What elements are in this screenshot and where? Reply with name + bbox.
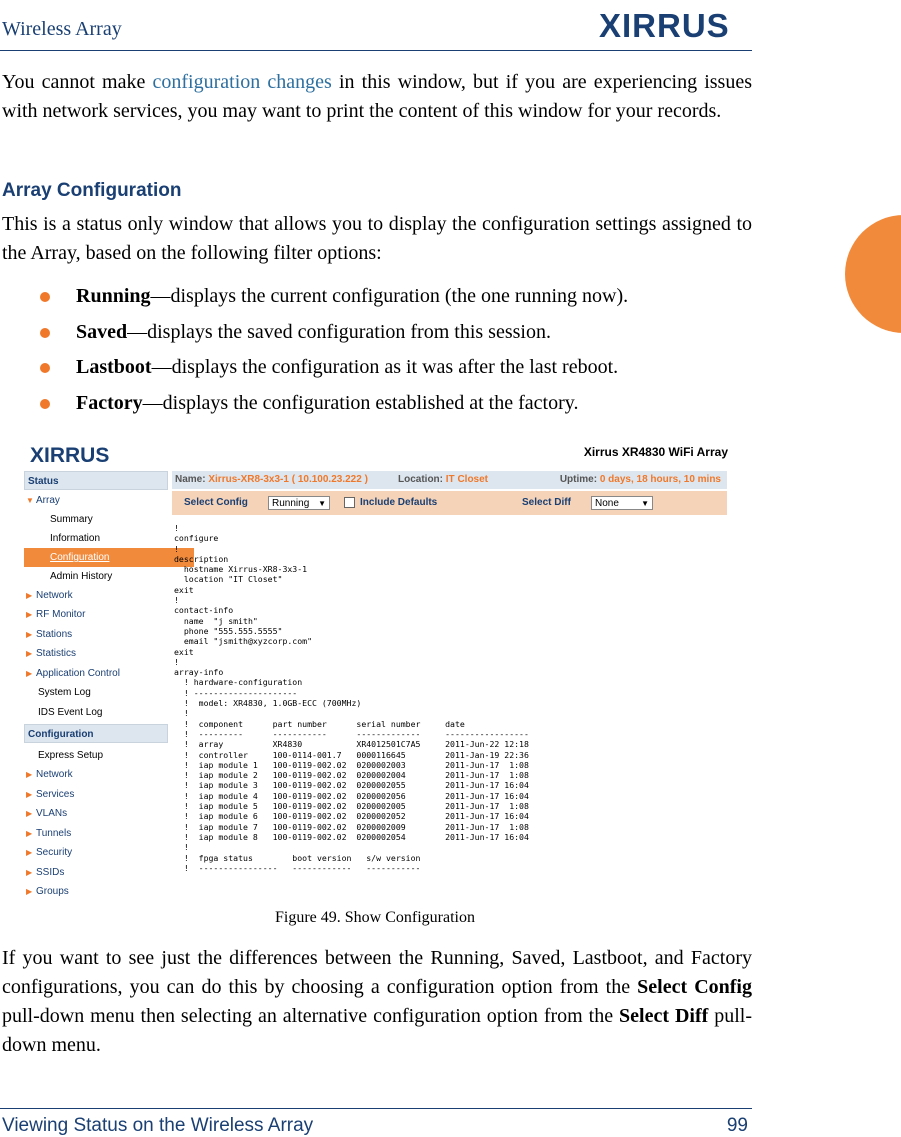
chevron-down-icon: ▼: [318, 499, 326, 508]
sidebar-item-network-config[interactable]: ▶ Network: [24, 765, 168, 784]
caret-right-icon: ▶: [26, 591, 33, 600]
sidebar-item-express-setup[interactable]: Express Setup: [38, 750, 104, 761]
sidebar-item-application-control[interactable]: ▶ Application Control: [24, 664, 168, 683]
bullet-icon: [40, 292, 50, 302]
sidebar-item-ids-event-log[interactable]: IDS Event Log: [38, 707, 103, 718]
header-rule: [0, 50, 752, 51]
xirrus-logo-small: [28, 440, 128, 468]
sidebar-item-network[interactable]: ▶ Network: [24, 586, 168, 605]
footer-section-title: Viewing Status on the Wireless Array: [2, 1115, 314, 1136]
sidebar-group-configuration[interactable]: Configuration: [24, 724, 168, 743]
config-panel: [172, 471, 727, 898]
caret-right-icon: ▶: [26, 887, 33, 896]
include-defaults-checkbox[interactable]: [344, 497, 355, 508]
sidebar-item-vlans[interactable]: ▶ VLANs: [24, 804, 168, 823]
filter-options-list: [0, 280, 760, 422]
footer-rule: [0, 1108, 752, 1109]
array-name: Name: Xirrus-XR8-3x3-1 ( 10.100.23.222 ): [175, 474, 368, 485]
caret-right-icon: ▶: [26, 649, 33, 658]
sidebar-item-ssids[interactable]: ▶ SSIDs: [24, 863, 168, 882]
caret-right-icon: ▶: [26, 848, 33, 857]
sidebar-item-system-log[interactable]: System Log: [38, 687, 91, 698]
caret-right-icon: ▶: [26, 868, 33, 877]
xirrus-logo: [597, 8, 747, 42]
caret-right-icon: ▶: [26, 809, 33, 818]
sidebar-item-admin-history[interactable]: Admin History: [50, 571, 113, 582]
select-config-label: Select Config: [184, 497, 248, 508]
config-controls: [172, 491, 727, 515]
sidebar-item-statistics[interactable]: ▶ Statistics: [24, 644, 168, 663]
caret-right-icon: ▶: [26, 770, 33, 779]
sidebar-item-tunnels[interactable]: ▶ Tunnels: [24, 824, 168, 843]
sidebar-item-groups[interactable]: ▶ Groups: [24, 882, 168, 898]
sidebar-item-array[interactable]: ▼ Array: [24, 491, 168, 510]
select-diff-dropdown[interactable]: None ▼: [591, 496, 653, 510]
section-body: This is a status only window that allows you to display the configuration settings assigned to the Array, based on the following filter options:: [2, 213, 752, 264]
sidebar-item-stations[interactable]: ▶ Stations: [24, 625, 168, 644]
select-diff-label: Select Diff: [522, 497, 571, 508]
sidebar-item-security[interactable]: ▶ Security: [24, 843, 168, 862]
caret-down-icon: ▼: [26, 496, 34, 505]
brand-text: XIRRUS: [599, 8, 730, 42]
sidebar-group-status[interactable]: Status: [24, 471, 168, 490]
list-item: Saved—displays the saved configuration from this session.: [0, 316, 760, 352]
bullet-icon: [40, 328, 50, 338]
sidebar-item-services[interactable]: ▶ Services: [24, 785, 168, 804]
include-defaults-label: Include Defaults: [360, 497, 438, 508]
sidebar-item-summary[interactable]: Summary: [50, 514, 93, 525]
array-uptime: Uptime: 0 days, 18 hours, 10 mins: [559, 474, 721, 485]
page-number: 99: [726, 1115, 748, 1136]
caret-right-icon: ▶: [26, 669, 33, 678]
svg-text:XIRRUS: XIRRUS: [30, 444, 110, 467]
bullet-icon: [40, 399, 50, 409]
config-output: ! configure ! description hostname Xirrus-XR8-3x3-1 location "IT Closet" exit ! contact-info name "j smith" phone "555.555.5555" email "jsmith@xyzcorp.com" exit ! array-info ! hardware-configuration ! --------------------- ! model: XR4830, 1.0GB-ECC (700MHz) ! ! component part number serial number date ! --------- ----------- ------------- ----------------- ! array XR4830 XR4012501C7A5 2011-Jun-22 12:18 ! controller 100-0114-001.7 0000116645 2011-Jan-19 22:36 ! iap module 1 100-0119-002.02 0200002003 2011-Jun-17 1:08 ! iap module 2 100-0119-002.02 0200002004 2011-Jun-17 1:08 ! iap module 3 100-0119-002.02 0200002055 2011-Jun-17 16:04 ! iap module 4 100-0119-002.02 0200002056 2011-Jun-17 16:04 ! iap module 5 100-0119-002.02 0200002005 2011-Jun-17 1:08 ! iap module 6 100-0119-002.02 0200002052 2011-Jun-17 16:04 ! iap module 7 100-0119-002.02 0200002009 2011-Jun-17 1:08 ! iap module 8 100-0119-002.02 0200002054 2011-Jun-17 16:04 ! ! fpga status boot version s/w version ! ---------------- ------------ -----------: [174, 523, 529, 873]
caret-right-icon: ▶: [26, 829, 33, 838]
section-heading: Array Configuration: [2, 180, 182, 201]
sidebar-nav: [24, 471, 168, 898]
diff-paragraph: If you want to see just the differences between the Running, Saved, Lastboot, and Factory configurations, you can do this by choosing a configuration option from the Select Config pull-down menu then selecting an alternative configuration option from the Select Diff pull-down menu.: [2, 947, 752, 1056]
chapter-tab: [845, 215, 901, 333]
intro-paragraph: You cannot make configuration changes in this window, but if you are experiencing issues with network services, you may want to print the content of this window for your records.: [2, 71, 752, 122]
list-item: Lastboot—displays the configuration as it was after the last reboot.: [0, 351, 760, 387]
bullet-icon: [40, 363, 50, 373]
caret-right-icon: ▶: [26, 610, 33, 619]
list-item: Factory—displays the configuration established at the factory.: [0, 387, 760, 423]
sidebar-item-rf-monitor[interactable]: ▶ RF Monitor: [24, 605, 168, 624]
array-location: Location: IT Closet: [398, 474, 489, 485]
figure-caption: Figure 49. Show Configuration: [275, 909, 475, 926]
caret-right-icon: ▶: [26, 790, 33, 799]
sidebar-item-information[interactable]: Information: [50, 533, 101, 544]
sidebar-item-configuration-selected[interactable]: Configuration: [24, 548, 194, 567]
caret-right-icon: ▶: [26, 630, 33, 639]
select-config-dropdown[interactable]: Running ▼: [268, 496, 330, 510]
header-title: Wireless Array: [2, 18, 122, 40]
configuration-changes-link[interactable]: configuration changes: [152, 71, 332, 93]
show-configuration-screenshot: [22, 436, 730, 898]
array-info-bar: [172, 471, 727, 489]
list-item: Running—displays the current configuration (the one running now).: [0, 280, 760, 316]
product-title: Xirrus XR4830 WiFi Array: [583, 445, 728, 459]
chevron-down-icon: ▼: [641, 499, 649, 508]
